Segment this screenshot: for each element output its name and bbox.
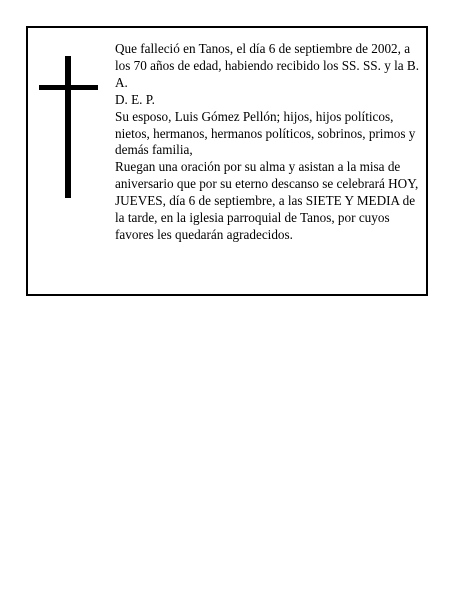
notice-paragraph-family: Su esposo, Luis Gómez Pellón; hijos, hijos políticos, nietos, hermanos, hermanos políticos, sobrinos, primos y demás familia, <box>115 108 416 158</box>
notice-paragraph-death: Que falleció en Tanos, el día 6 de septiembre de 2002, a los 70 años de edad, habiendo recibido los SS. SS. y la B. A. <box>115 41 420 90</box>
obituary-notice <box>26 26 428 296</box>
notice-paragraph-rip: D. E. P. <box>115 91 155 107</box>
notice-text <box>115 41 427 244</box>
cross-horizontal-bar <box>39 85 98 90</box>
cross-vertical-bar <box>65 56 71 198</box>
notice-paragraph-mass: Ruegan una oración por su alma y asistan a la misa de aniversario que por su eterno descanso se celebrará HOY, JUEVES, día 6 de septiembre, a las SIETE Y MEDIA de la tarde, en la iglesia parroquial de Tanos, por cuyos favores les quedarán agradecidos. <box>115 159 419 242</box>
